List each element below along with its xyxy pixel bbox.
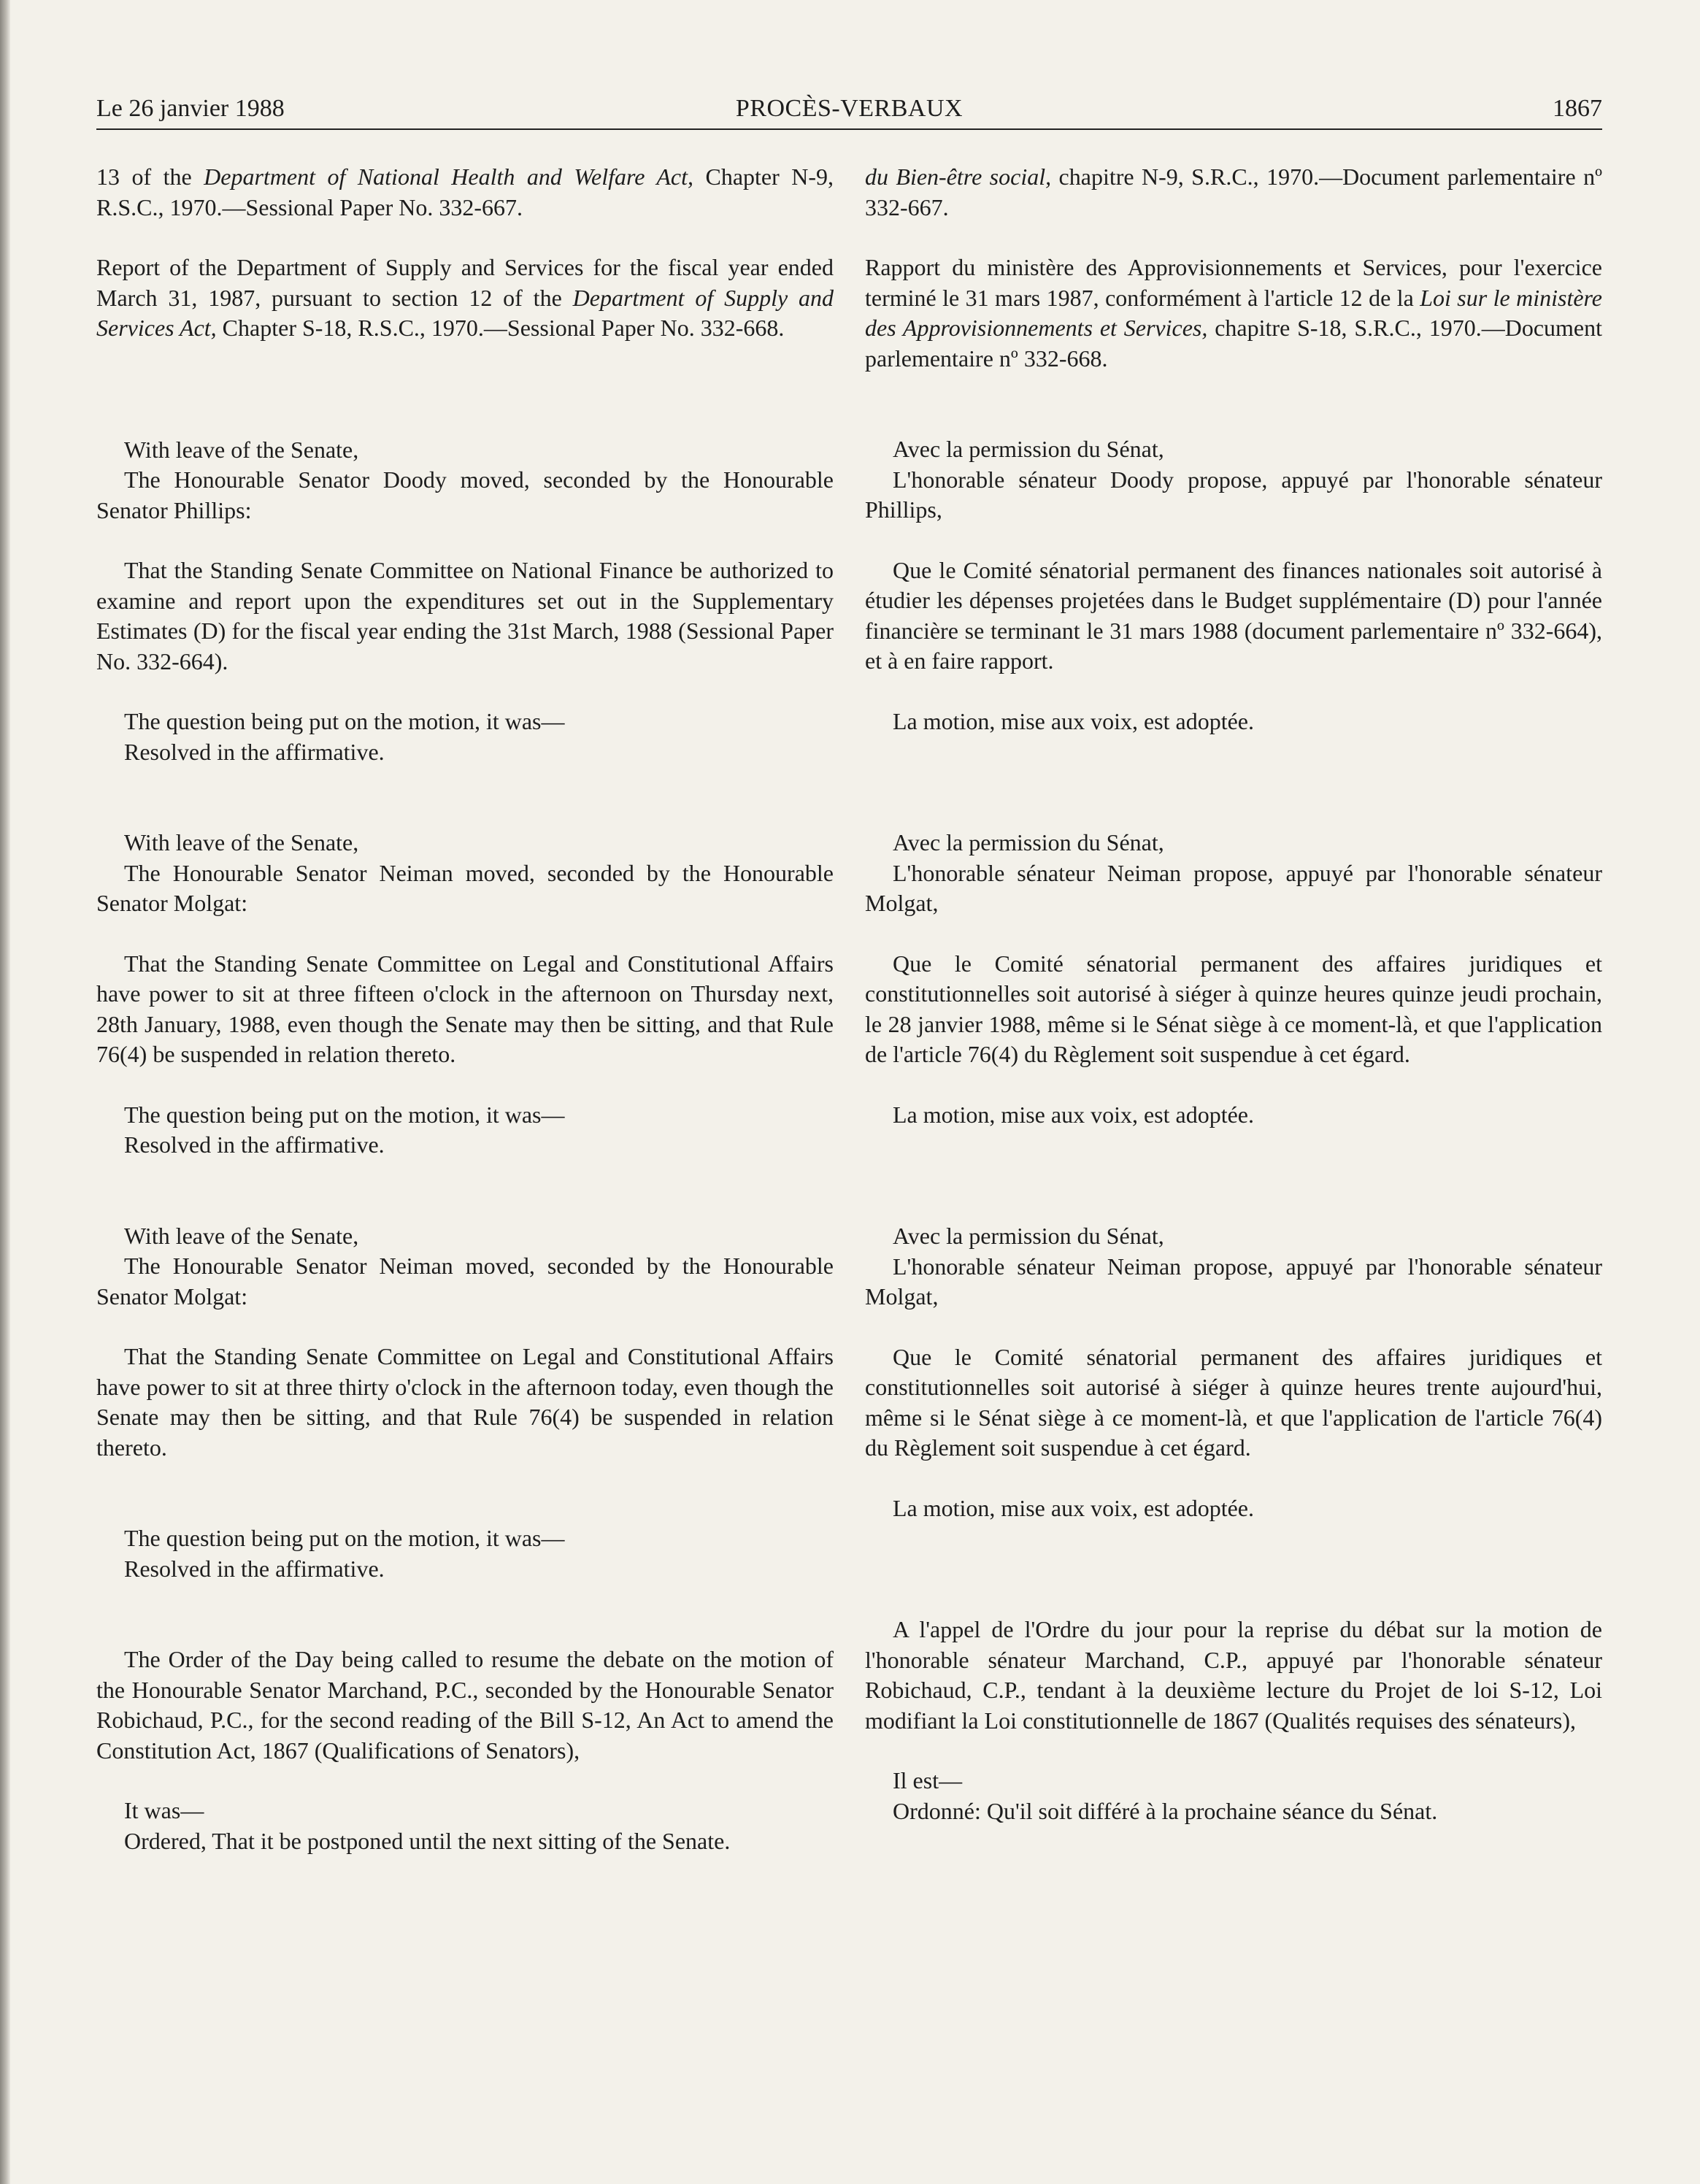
motion3-adoptee: La motion, mise aux voix, est adoptée. — [893, 1494, 1254, 1521]
paragraph-act-reference: 13 of the Department of National Health and Welfare Act, Chapter N-9, R.S.C., 1970.—Sessional Paper No. 332-667. — [96, 164, 834, 220]
motion1-text: That the Standing Senate Committee on National Finance be authorized to examine and report upon the expenditures set out in the Supplementary Estimates (D) for the fiscal year ending the 31st March, 1988 (Sessional Paper No. 332-664). — [96, 557, 834, 674]
ordre-il-est: Il est— — [893, 1767, 963, 1793]
motion1-resolved: Resolved in the affirmative. — [124, 738, 385, 765]
paragraphe-rapport-approvisionnements: Rapport du ministère des Approvisionnements et Services, pour l'exercice terminé le 31 mars 1987, conformément à l'article 12 de la Loi sur le ministère des Approvisionnements et Services, chapitre S-18, S.R.C., 1970.—Document parlementaire nº 332-668. — [865, 254, 1603, 372]
motion1-moved: The Honourable Senator Doody moved, seconded by the Honourable Senator Phillips: — [96, 466, 834, 523]
header-title: PROCÈS-VERBAUX — [735, 95, 964, 122]
motion1-question: The question being put on the motion, it was— — [124, 708, 565, 734]
motion2-moved: The Honourable Senator Neiman moved, seconded by the Honourable Senator Molgat: — [96, 859, 834, 916]
motion2-question: The question being put on the motion, it was— — [124, 1101, 565, 1128]
french-column — [865, 162, 1602, 1826]
motion3-propose: L'honorable sénateur Neiman propose, appuyé par l'honorable sénateur Molgat, — [865, 1253, 1602, 1310]
motion3-resolved: Resolved in the affirmative. — [124, 1555, 385, 1582]
order-ordered: Ordered, That it be postponed until the next sitting of the Senate. — [124, 1827, 731, 1854]
motion3-permission: Avec la permission du Sénat, — [893, 1223, 1164, 1249]
motion2-texte: Que le Comité sénatorial permanent des affaires juridiques et constitutionnelles soit autorisé à siéger à quinze heures quinze jeudi prochain, le 28 janvier 1988, même si le Sénat siège à ce moment-là, et que l'application de l'article 76(4) du Règlement soit suspendue à cet égard. — [865, 950, 1602, 1067]
motion2-adoptee: La motion, mise aux voix, est adoptée. — [893, 1101, 1254, 1128]
motion3-texte: Que le Comité sénatorial permanent des affaires juridiques et constitutionnelles soit autorisé à siéger à quinze heures trente aujourd'hui, même si le Sénat siège à ce moment-là, et que l'application de l'article 76(4) du Règlement soit suspendue à cet égard. — [865, 1343, 1602, 1461]
page-number: 1867 — [1553, 95, 1602, 122]
page-header — [96, 91, 1602, 127]
motion1-texte: Que le Comité sénatorial permanent des finances nationales soit autorisé à étudier les dépenses projetées dans le Budget supplémentaire (D) pour l'année financière se terminant le 31 mars 1988 (document parlementaire nº 332-664), et à en faire rapport. — [865, 556, 1602, 674]
english-column — [96, 162, 834, 1856]
page-spine-shadow — [0, 0, 10, 2184]
motion3-leave: With leave of the Senate, — [124, 1222, 359, 1249]
paragraph-supply-report: Report of the Department of Supply and Services for the fiscal year ended March 31, 1987, pursuant to section 12 of the Department of Supply and Services Act, Chapter S-18, R.S.C., 1970.—Sessional Paper No. 332-668. — [96, 254, 834, 341]
motion2-propose: L'honorable sénateur Neiman propose, appuyé par l'honorable sénateur Molgat, — [865, 859, 1602, 916]
paragraphe-reference-loi: du Bien-être social, chapitre N-9, S.R.C., 1970.—Document parlementaire nº 332-667. — [865, 164, 1603, 220]
ordre-du-jour-texte: A l'appel de l'Ordre du jour pour la reprise du débat sur la motion de l'honorable sénateur Marchand, C.P., appuyé par l'honorable sénateur Robichaud, C.P., tendant à la deuxième lecture du Projet de loi S-12, Loi modifiant la Loi constitutionnelle de 1867 (Qualités requises des sénateurs), — [865, 1616, 1602, 1734]
motion1-permission: Avec la permission du Sénat, — [893, 436, 1164, 462]
motion2-leave: With leave of the Senate, — [124, 829, 359, 855]
order-it-was: It was— — [124, 1797, 204, 1823]
ordre-ordonne: Ordonné: Qu'il soit différé à la prochaine séance du Sénat. — [893, 1797, 1438, 1824]
motion3-moved: The Honourable Senator Neiman moved, seconded by the Honourable Senator Molgat: — [96, 1253, 834, 1310]
motion1-adoptee: La motion, mise aux voix, est adoptée. — [893, 707, 1254, 734]
motion1-leave: With leave of the Senate, — [124, 436, 359, 463]
motion3-text: That the Standing Senate Committee on Legal and Constitutional Affairs have power to sit at three thirty o'clock in the afternoon today, even though the Senate may then be sitting, and that Rule 76(4) be suspended in relation thereto. — [96, 1343, 834, 1461]
motion1-propose: L'honorable sénateur Doody propose, appuyé par l'honorable sénateur Phillips, — [865, 466, 1602, 523]
motion3-question: The question being put on the motion, it was— — [124, 1525, 565, 1551]
header-date: Le 26 janvier 1988 — [96, 95, 285, 122]
header-rule — [96, 128, 1602, 130]
order-of-day-text: The Order of the Day being called to resume the debate on the motion of the Honourable Senator Marchand, P.C., seconded by the Honourable Senator Robichaud, P.C., for the second reading of the Bill S-12, An Act to amend the Constitution Act, 1867 (Qualifications of Senators), — [96, 1646, 834, 1764]
motion2-permission: Avec la permission du Sénat, — [893, 829, 1164, 855]
motion2-text: That the Standing Senate Committee on Legal and Constitutional Affairs have power to sit at three fifteen o'clock in the afternoon on Thursday next, 28th January, 1988, even though the Senate may then be sitting, and that Rule 76(4) be suspended in relation thereto. — [96, 950, 834, 1067]
motion2-resolved: Resolved in the affirmative. — [124, 1131, 385, 1158]
